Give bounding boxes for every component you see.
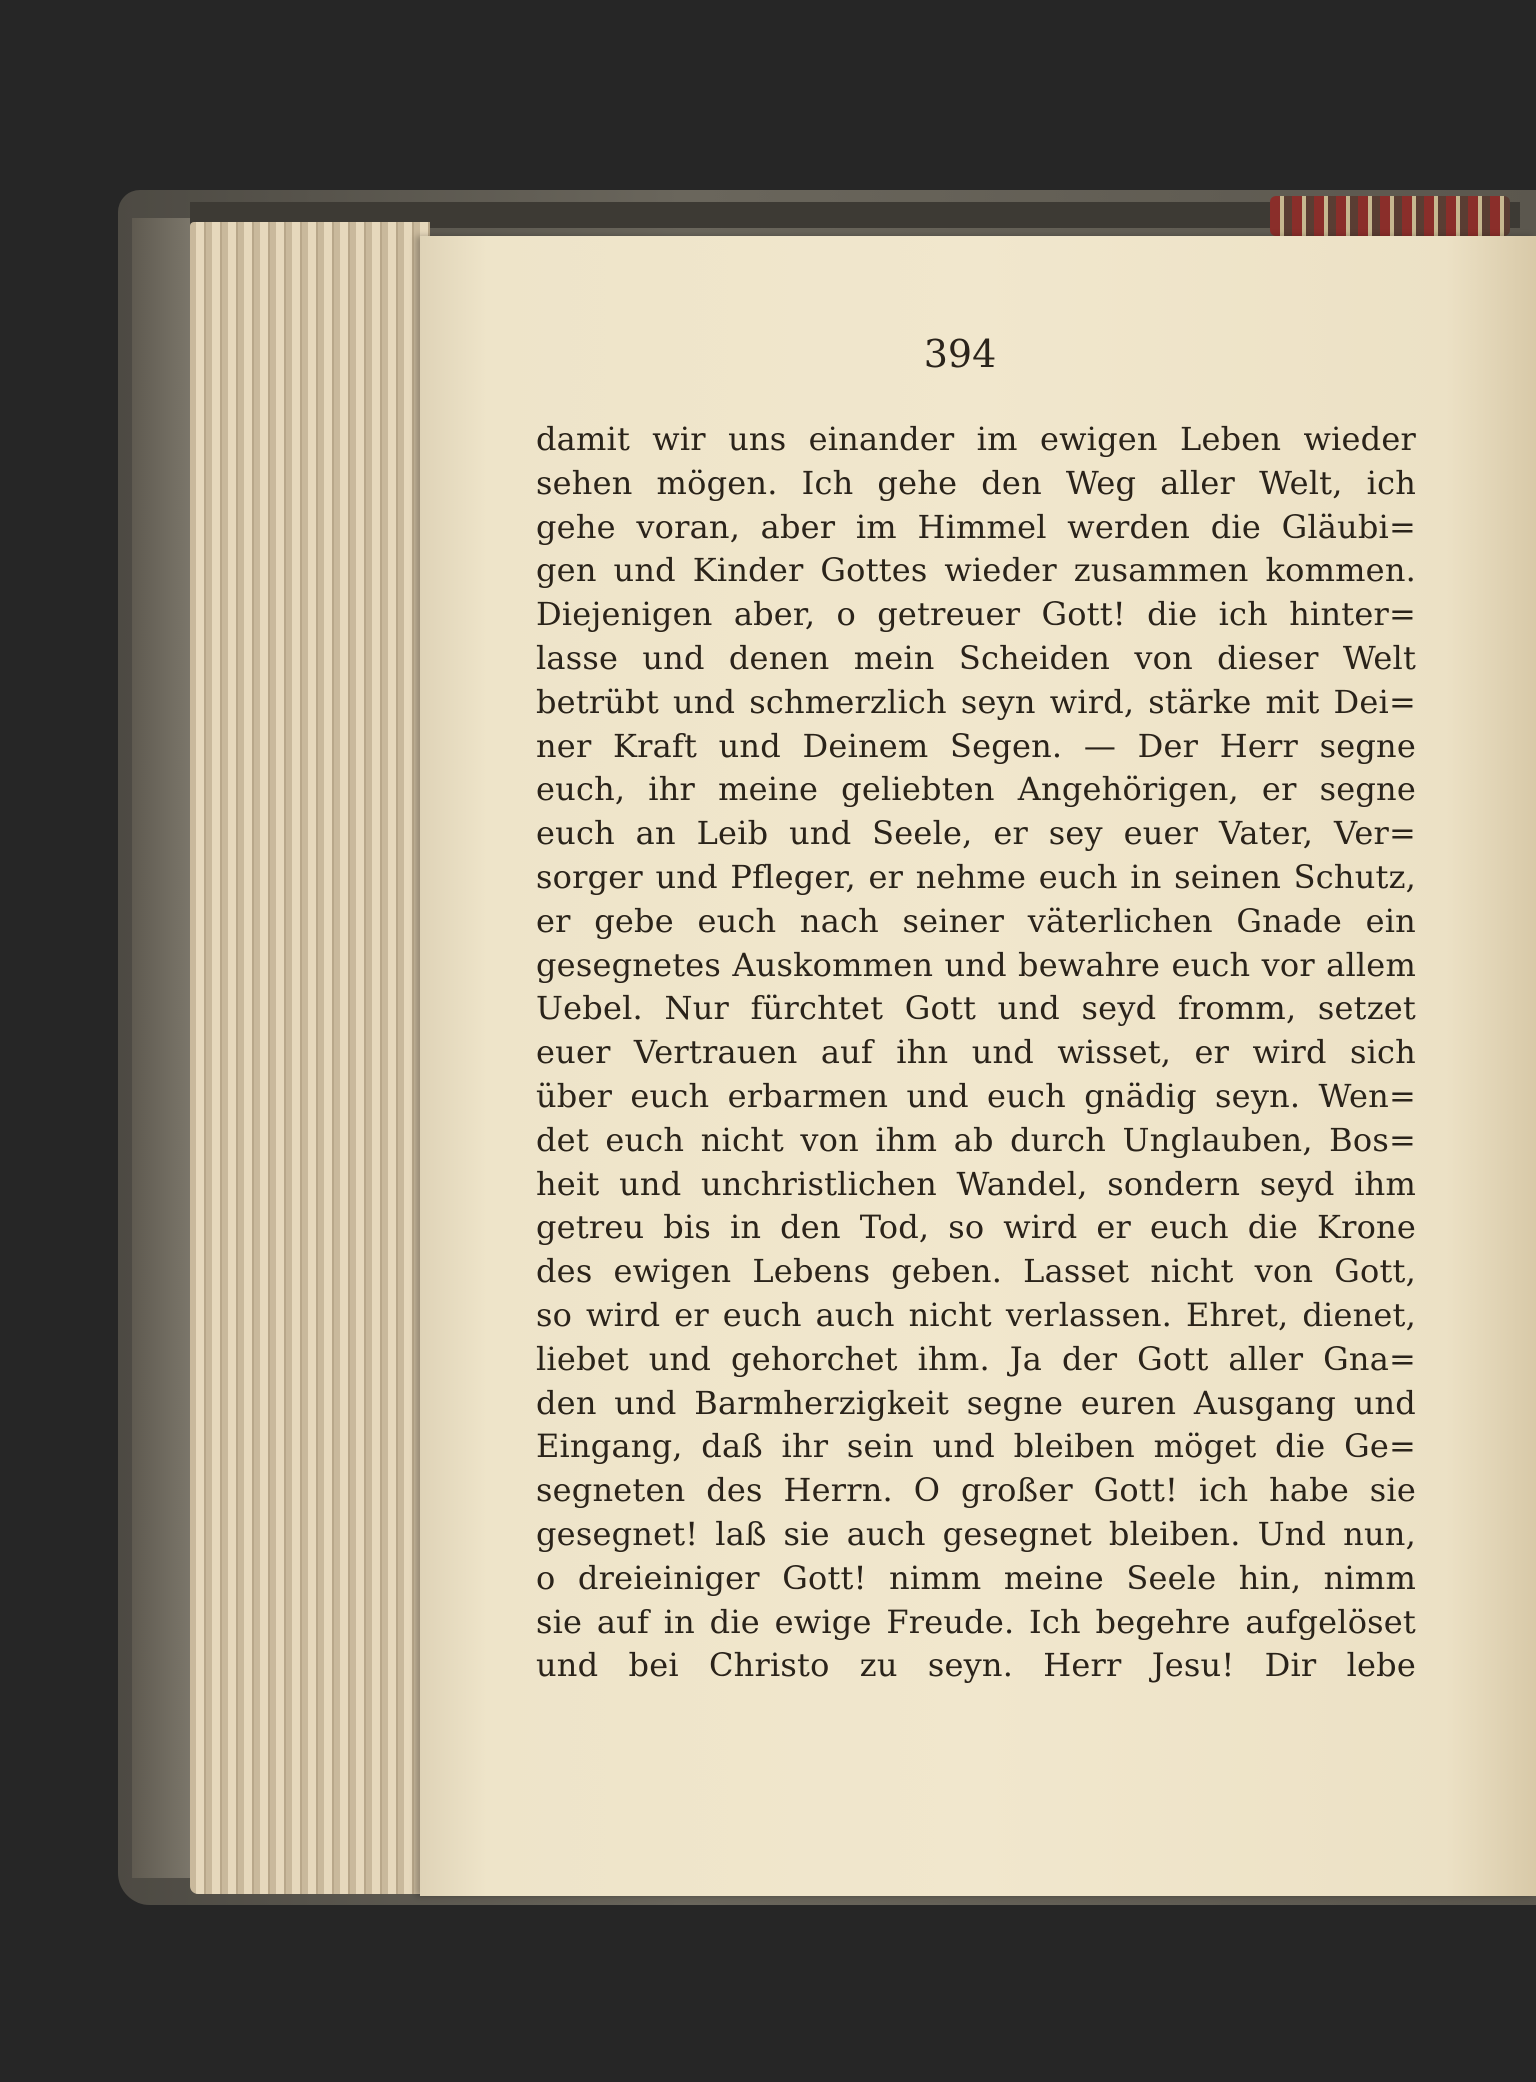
text-line: des ewigen Lebens geben. Lasset nicht von Gott, bbox=[536, 1252, 1416, 1291]
text-line: heit und unchristlichen Wandel, sondern seyd ihm bbox=[536, 1164, 1416, 1203]
text-line: ner Kraft und Deinem Segen. — Der Herr segne bbox=[536, 726, 1416, 765]
text-line: euch an Leib und Seele, er sey euer Vater, Ver= bbox=[536, 814, 1416, 853]
text-line: gehe voran, aber im Himmel werden die Gläubi= bbox=[536, 507, 1416, 546]
text-line: er gebe euch nach seiner väterlichen Gnade ein bbox=[536, 901, 1416, 940]
text-line: gen und Kinder Gottes wieder zusammen kommen. bbox=[536, 551, 1416, 590]
text-line: Uebel. Nur fürchtet Gott und seyd fromm, setzet bbox=[536, 989, 1416, 1028]
text-line: lasse und denen mein Scheiden von dieser Welt bbox=[536, 638, 1416, 677]
text-line: Eingang, daß ihr sein und bleiben möget die Ge= bbox=[536, 1427, 1416, 1466]
page-text bbox=[536, 418, 1416, 1838]
text-line: liebet und gehorchet ihm. Ja der Gott aller Gna= bbox=[536, 1339, 1416, 1378]
text-line: segneten des Herrn. O großer Gott! ich habe sie bbox=[536, 1471, 1416, 1510]
text-line: getreu bis in den Tod, so wird er euch die Krone bbox=[536, 1208, 1416, 1247]
text-line: sorger und Pfleger, er nehme euch in seinen Schutz, bbox=[536, 857, 1416, 896]
text-line: sehen mögen. Ich gehe den Weg aller Welt, ich bbox=[536, 463, 1416, 502]
book-spine-edge bbox=[132, 218, 192, 1878]
text-line: o dreieiniger Gott! nimm meine Seele hin, nimm bbox=[536, 1558, 1416, 1597]
text-line: Diejenigen aber, o getreuer Gott! die ich hinter= bbox=[536, 595, 1416, 634]
headband bbox=[1270, 196, 1510, 236]
text-line: euer Vertrauen auf ihn und wisset, er wird sich bbox=[536, 1033, 1416, 1072]
text-line: und bei Christo zu seyn. Herr Jesu! Dir lebe bbox=[536, 1646, 1416, 1685]
text-line: det euch nicht von ihm ab durch Unglauben, Bos= bbox=[536, 1120, 1416, 1159]
text-line: über euch erbarmen und euch gnädig seyn. Wen= bbox=[536, 1076, 1416, 1115]
page-number: 394 bbox=[923, 332, 997, 376]
text-line: gesegnetes Auskommen und bewahre euch vor allem bbox=[536, 945, 1416, 984]
text-line: damit wir uns einander im ewigen Leben wieder bbox=[536, 420, 1416, 458]
text-line: sie auf in die ewige Freude. Ich begehre aufgelöset bbox=[536, 1602, 1416, 1641]
text-line: gesegnet! laß sie auch gesegnet bleiben. Und nun, bbox=[536, 1514, 1416, 1553]
text-line: den und Barmherzigkeit segne euren Ausgang und bbox=[536, 1383, 1416, 1422]
page-edges bbox=[190, 222, 430, 1894]
text-line: euch, ihr meine geliebten Angehörigen, er segne bbox=[536, 770, 1416, 809]
text-line: so wird er euch auch nicht verlassen. Ehret, dienet, bbox=[536, 1295, 1416, 1334]
text-line: betrübt und schmerzlich seyn wird, stärke mit Dei= bbox=[536, 682, 1416, 721]
